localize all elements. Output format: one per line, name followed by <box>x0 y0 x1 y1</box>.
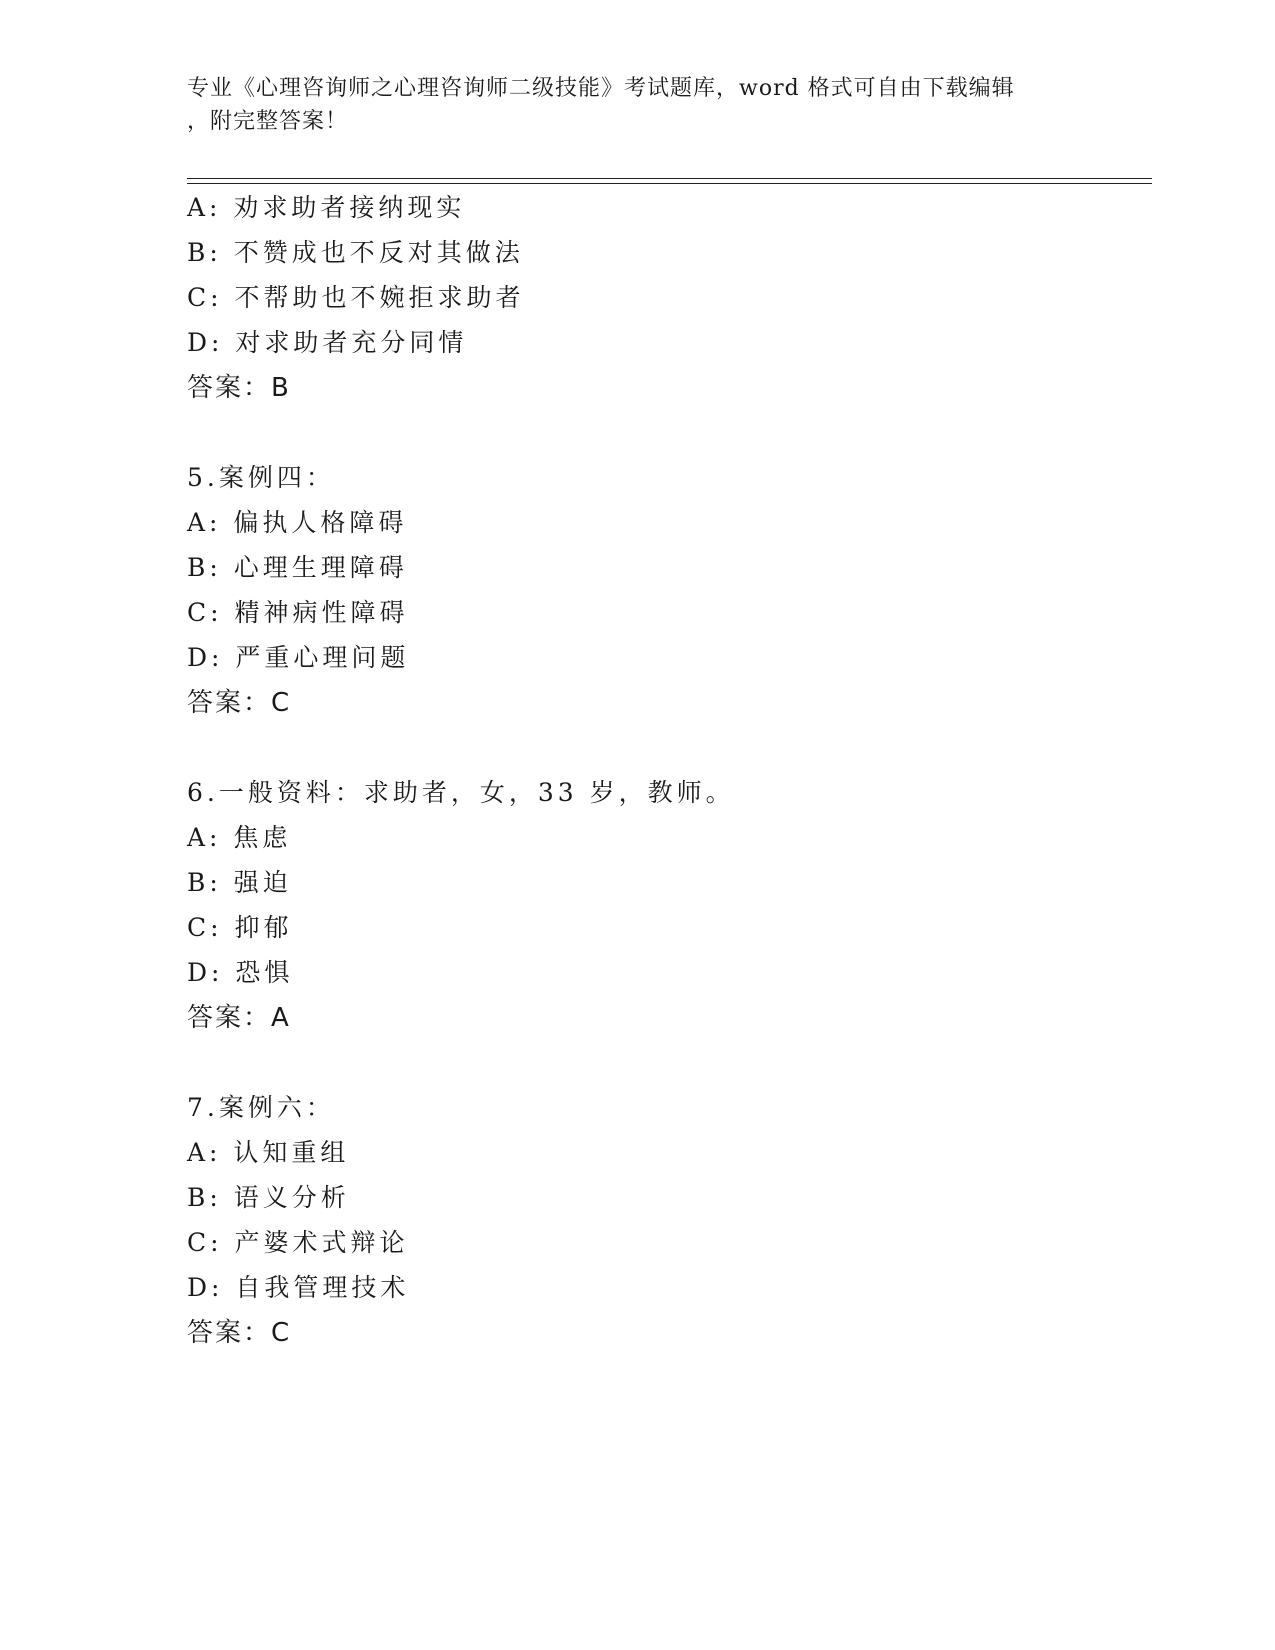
q7-answer: 答案：C <box>187 1318 292 1348</box>
q7-option-a: A: 认知重组 <box>187 1138 350 1167</box>
q7-option-c: C: 产婆术式辩论 <box>187 1228 409 1257</box>
q6-title: 6.一般资料：求助者，女，33 岁，教师。 <box>187 778 735 807</box>
q5-option-d: D: 严重心理问题 <box>187 643 410 672</box>
q4-option-d: D: 对求助者充分同情 <box>187 328 468 357</box>
q7-title: 7.案例六： <box>187 1093 335 1122</box>
q5-option-a: A: 偏执人格障碍 <box>187 508 408 537</box>
q5-answer: 答案：C <box>187 688 292 718</box>
q4-option-a: A: 劝求助者接纳现实 <box>187 193 466 222</box>
header-line-2: ，附完整答案！ <box>187 109 349 134</box>
q6-option-d: D: 恐惧 <box>187 958 294 987</box>
q6-option-b: B: 强迫 <box>187 868 292 897</box>
header-line-1: 专业《心理咨询师之心理咨询师二级技能》考试题库，word 格式可自由下载编辑 <box>187 76 1015 101</box>
q4-option-b: B: 不赞成也不反对其做法 <box>187 238 524 267</box>
q5-option-c: C: 精神病性障碍 <box>187 598 409 627</box>
q4-answer: 答案：B <box>187 373 291 403</box>
document-header <box>187 72 1067 138</box>
header-divider-bottom <box>187 183 1152 184</box>
header-divider-top <box>187 178 1152 179</box>
q6-option-c: C: 抑郁 <box>187 913 293 942</box>
q7-option-d: D: 自我管理技术 <box>187 1273 410 1302</box>
q6-option-a: A: 焦虑 <box>187 823 292 852</box>
q5-option-b: B: 心理生理障碍 <box>187 553 408 582</box>
q4-option-c: C: 不帮助也不婉拒求助者 <box>187 283 525 312</box>
q7-option-b: B: 语义分析 <box>187 1183 350 1212</box>
q6-answer: 答案：A <box>187 1003 291 1033</box>
q5-title: 5.案例四： <box>187 463 335 492</box>
